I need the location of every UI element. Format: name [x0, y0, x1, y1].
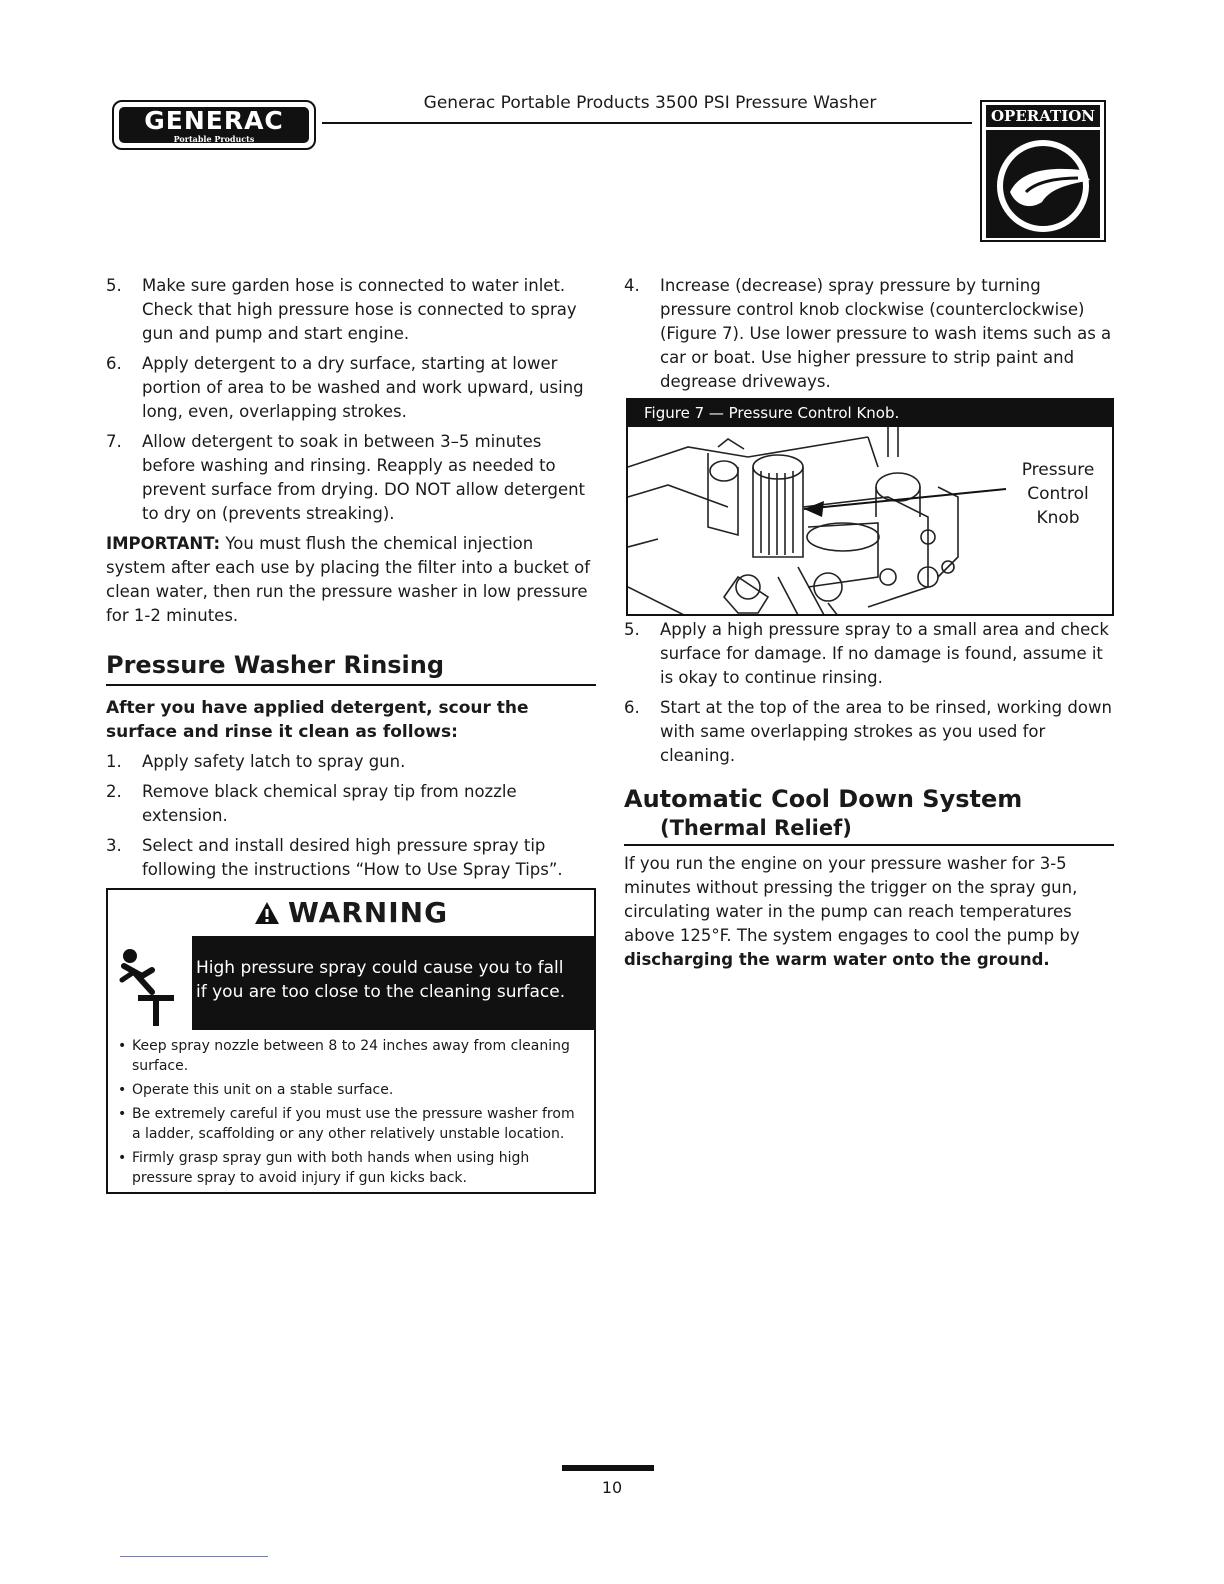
step-item	[624, 618, 1114, 690]
operation-badge-label: OPERATION	[986, 105, 1100, 127]
page-number-mark	[562, 1465, 654, 1471]
step-item	[106, 430, 596, 526]
step-item	[624, 274, 1114, 394]
callout-line: Knob	[1036, 508, 1080, 528]
warning-message: High pressure spray could cause you to fall if you are too close to the cleaning surface.	[196, 958, 566, 1002]
step-number: 6.	[624, 698, 640, 717]
rinsing-heading: Pressure Washer Rinsing	[106, 651, 445, 679]
important-note	[106, 532, 596, 628]
fall-hazard-icon	[108, 936, 192, 1030]
operation-hand-icon	[986, 130, 1100, 238]
step-number: 5.	[106, 276, 122, 295]
step-item	[106, 274, 596, 346]
cooldown-heading-rule	[624, 844, 1114, 846]
page-number: 10	[601, 1478, 623, 1497]
warning-triangle-icon	[254, 901, 280, 925]
warning-title	[108, 896, 594, 929]
warning-bullet: • Firmly grasp spray gun with both hands when using high pressure spray to avoid injury if gun kicks back.	[118, 1148, 586, 1188]
warning-bullet: • Be extremely careful if you must use the pressure washer from a ladder, scaffolding or any other relatively unstable location.	[118, 1104, 586, 1144]
step-text: Increase (decrease) spray pressure by turning pressure control knob clockwise (counterclockwise) (Figure 7). Use lower pressure to wash items such as a car or boat. Use higher pressure to strip paint and degrease driveways.	[660, 276, 1112, 391]
step-text: Remove black chemical spray tip from nozzle extension.	[142, 782, 517, 825]
step-text: Apply safety latch to spray gun.	[142, 752, 406, 771]
step-number: 6.	[106, 354, 122, 373]
step-number: 1.	[106, 752, 122, 771]
rinsing-intro: After you have applied detergent, scour the surface and rinse it clean as follows:	[106, 698, 529, 742]
warning-bullet: • Keep spray nozzle between 8 to 24 inches away from cleaning surface.	[118, 1036, 586, 1076]
operation-section-badge	[980, 100, 1106, 242]
step-item	[624, 696, 1114, 768]
step-item	[106, 352, 596, 424]
cooldown-heading: Automatic Cool Down System	[624, 785, 1023, 813]
important-text: You must flush the chemical injection system after each use by placing the filter into a bucket of clean water, then run the pressure washer in low pressure for 1-2 minutes.	[106, 534, 591, 625]
step-number: 5.	[624, 620, 640, 639]
cooldown-bold: discharging the warm water onto the ground.	[624, 950, 1050, 969]
warning-bullet: • Operate this unit on a stable surface.	[118, 1080, 586, 1100]
step-number: 4.	[624, 276, 640, 295]
right-column	[624, 274, 1114, 400]
figure-callout-label	[1008, 458, 1108, 530]
logo-subtitle: Portable Products	[173, 134, 255, 144]
cooldown-subheading: (Thermal Relief)	[660, 816, 852, 840]
figure-7	[626, 398, 1114, 616]
callout-line: Pressure	[1021, 460, 1095, 480]
warning-title-text: WARNING	[287, 896, 449, 929]
cooldown-body: If you run the engine on your pressure washer for 3-5 minutes without pressing the trigger on the spray gun, circulating water in the pump can reach temperatures above 125°F. The system engages to cool the pump by	[624, 854, 1080, 945]
warning-message-bar	[108, 936, 594, 1030]
step-item	[106, 780, 596, 828]
step-item	[106, 834, 596, 882]
warning-bullet-list	[118, 1036, 586, 1192]
callout-line: Control	[1027, 484, 1089, 504]
left-column	[106, 274, 596, 888]
important-label: IMPORTANT:	[106, 534, 221, 553]
step-text: Allow detergent to soak in between 3–5 minutes before washing and rinsing. Reapply as needed to prevent surface from drying. DO NOT allow detergent to dry on (prevents streaking).	[142, 432, 586, 523]
cooldown-text	[624, 852, 1114, 972]
step-text: Apply detergent to a dry surface, starting at lower portion of area to be washed and work upward, using long, even, overlapping strokes.	[142, 354, 584, 421]
step-number: 2.	[106, 782, 122, 801]
figure-caption: Figure 7 — Pressure Control Knob.	[628, 400, 1112, 427]
logo-brand: GENERAC	[144, 106, 284, 135]
bottom-divider	[120, 1556, 268, 1557]
step-text: Select and install desired high pressure spray tip following the instructions “How to Use Spray Tips”.	[142, 836, 563, 879]
rinsing-heading-rule	[106, 684, 596, 686]
step-text: Make sure garden hose is connected to water inlet. Check that high pressure hose is connected to spray gun and pump and start engine.	[142, 276, 577, 343]
step-text: Start at the top of the area to be rinsed, working down with same overlapping strokes as you used for cleaning.	[660, 698, 1112, 765]
header-divider	[322, 122, 972, 124]
warning-box	[106, 888, 596, 1194]
page-header-title: Generac Portable Products 3500 PSI Pressure Washer	[423, 93, 877, 113]
generac-logo	[112, 100, 316, 150]
step-number: 3.	[106, 836, 122, 855]
step-item	[106, 750, 596, 774]
right-column-lower	[624, 618, 1114, 972]
step-text: Apply a high pressure spray to a small area and check surface for damage. If no damage is found, assume it is okay to continue rinsing.	[660, 620, 1109, 687]
step-number: 7.	[106, 432, 122, 451]
